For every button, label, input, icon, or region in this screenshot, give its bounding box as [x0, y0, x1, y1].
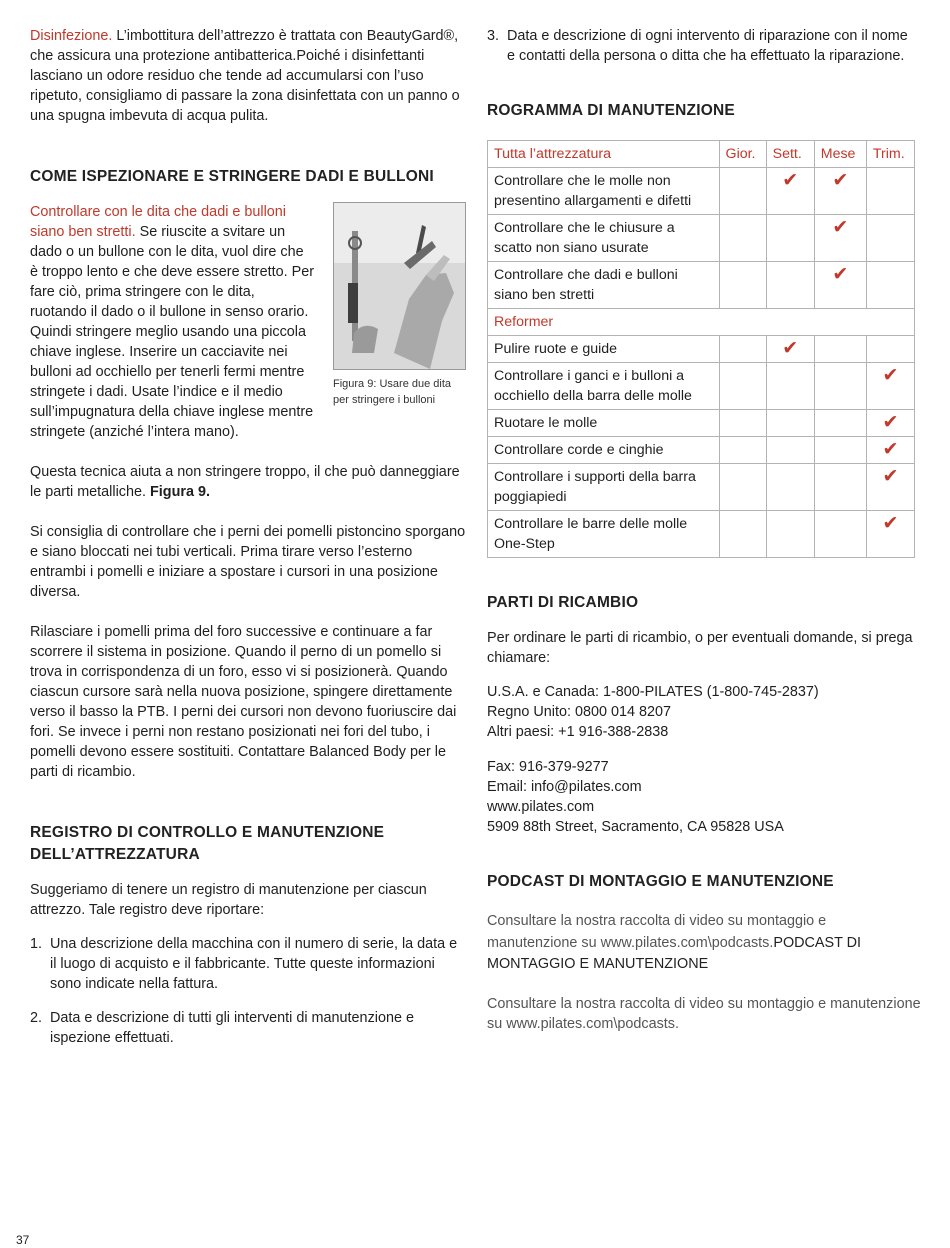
table-row — [488, 363, 915, 410]
table-row — [488, 168, 915, 215]
bolts-section — [30, 202, 466, 442]
table-section-row — [488, 309, 915, 336]
pins-paragraph: Si consiglia di controllare che i perni dei pomelli pistoncino sporgano e siano bloccati nei tubi verticali. Prima tirare verso l’esterno entrambi i pomelli e iniziare a spostare i cursori in una posizione diversa. — [30, 524, 466, 600]
bolts-text: Se riuscite a svitare un dado o un bullone con le dita, vuol dire che è troppo lento e che deve essere stretto. Per fare ciò, prima stringere con le dita, ruotando il dado o il bullone in senso orario. Quindi stringere meglio usando una piccola chiave inglese. Inserire un cacciavite nei bulloni ad occhiello per tenerli fermi mentre stringete i dadi. Usate l’indice e il medio sull’impugnatura della chiave inglese mentre stringete (anziché l’intera mano). — [30, 224, 314, 440]
page-number: 37 — [16, 1233, 30, 1247]
table-row — [488, 215, 915, 262]
fax-line: Fax: 916-379-9277 — [487, 759, 609, 775]
podcast-paragraph-2: Consultare la nostra raccolta di video su montaggio e manutenzione su www.pilates.com\podcasts. — [487, 995, 921, 1032]
table-header-row — [488, 141, 915, 168]
parts-intro: Per ordinare le parti di ricambio, o per eventuali domande, si prega chiamare: — [487, 630, 913, 666]
section-label-reformer: Reformer — [488, 309, 915, 336]
check-cell: ✔ — [814, 168, 866, 215]
task-label: Controllare corde e cinghie — [488, 437, 720, 464]
contact-list — [487, 757, 917, 837]
registry-item-number: 2. — [30, 1010, 43, 1026]
disinfection-text: L’imbottitura dell’attrezzo è trattata con BeautyGard®, che assicura una protezione antibatterica.Poiché i disinfettanti lasciano un odore residuo che tende ad accumularsi con l’uso ripetuto, consigliamo di passare la zona disinfettata con un panno o una spugna imbevuta di acqua pulita. — [30, 28, 460, 124]
column-header: Tutta l’attrezzatura — [488, 141, 720, 168]
phone-line: Regno Unito: 0800 014 8207 — [487, 704, 672, 720]
check-cell: ✔ — [866, 464, 914, 511]
check-cell — [719, 363, 766, 410]
check-cell — [766, 262, 814, 309]
check-cell — [719, 410, 766, 437]
check-cell: ✔ — [866, 363, 914, 410]
figure-9-ref: Figura 9. — [149, 484, 210, 500]
figure-9-image — [333, 202, 466, 370]
task-label: Controllare che le chiusure a scatto non siano usurate — [488, 215, 720, 262]
check-cell — [814, 464, 866, 511]
check-cell — [719, 336, 766, 363]
technique-text: Questa tecnica aiuta a non stringere troppo, il che può danneggiare le parti metalliche. — [30, 464, 460, 500]
disinfection-paragraph — [30, 26, 466, 126]
wrench-fingers-illustration — [334, 203, 465, 369]
check-cell — [719, 215, 766, 262]
registry-item-text: Data e descrizione di ogni intervento di riparazione con il nome e contatti della persona o ditta che ha effettuato la riparazione. — [507, 28, 908, 64]
column-header: Sett. — [766, 141, 814, 168]
column-header: Trim. — [866, 141, 914, 168]
table-row — [488, 511, 915, 558]
check-cell — [719, 168, 766, 215]
check-cell — [766, 215, 814, 262]
right-column — [487, 26, 921, 1034]
phone-line: U.S.A. e Canada: 1-800-PILATES (1-800-745-2837) — [487, 684, 819, 700]
podcast-paragraph-1 — [487, 911, 917, 976]
figure-9 — [333, 202, 466, 408]
table-row — [488, 262, 915, 309]
phone-list — [487, 682, 917, 742]
check-cell — [866, 336, 914, 363]
check-cell — [766, 363, 814, 410]
phone-line: Altri paesi: +1 916-388-2838 — [487, 724, 669, 740]
check-cell — [814, 511, 866, 558]
check-cell — [766, 511, 814, 558]
check-cell: ✔ — [814, 215, 866, 262]
podcast-text-1: Consultare la nostra raccolta di video su montaggio e manutenzione su www.pilates.com\podcasts. — [487, 913, 827, 951]
check-cell — [719, 511, 766, 558]
check-cell — [866, 262, 914, 309]
left-column — [30, 26, 466, 1048]
check-cell — [719, 262, 766, 309]
check-cell: ✔ — [766, 168, 814, 215]
registry-intro: Suggeriamo di tenere un registro di manutenzione per ciascun attrezzo. Tale registro deve riportare: — [30, 882, 427, 918]
parts-heading: PARTI DI RICAMBIO — [487, 594, 639, 611]
column-header: Gior. — [719, 141, 766, 168]
check-cell — [766, 437, 814, 464]
website-line: www.pilates.com — [487, 799, 595, 815]
task-label: Controllare le barre delle molle One-Step — [488, 511, 720, 558]
task-label: Pulire ruote e guide — [488, 336, 720, 363]
registry-item-1 — [30, 934, 466, 994]
program-heading: ROGRAMMA DI MANUTENZIONE — [487, 102, 735, 119]
task-label: Controllare i supporti della barra poggiapiedi — [488, 464, 720, 511]
task-label: Controllare che dadi e bulloni siano ben stretti — [488, 262, 720, 309]
check-cell — [814, 336, 866, 363]
check-cell — [866, 215, 914, 262]
registry-item-2 — [30, 1008, 466, 1048]
table-row — [488, 410, 915, 437]
task-label: Controllare che le molle non presentino allargamenti e difetti — [488, 168, 720, 215]
table-row — [488, 437, 915, 464]
check-cell: ✔ — [766, 336, 814, 363]
bolts-lead: Controllare con le dita che dadi e bulloni siano ben stretti. — [30, 204, 286, 240]
check-cell — [719, 437, 766, 464]
check-cell: ✔ — [866, 437, 914, 464]
check-cell — [766, 464, 814, 511]
registry-heading-line2: DELL’ATTREZZATURA — [30, 846, 200, 863]
registry-item-3 — [487, 26, 917, 66]
figure-9-caption: Figura 9: Usare due dita per stringere i bulloni — [333, 378, 452, 406]
check-cell — [719, 464, 766, 511]
check-cell: ✔ — [814, 262, 866, 309]
column-header: Mese — [814, 141, 866, 168]
podcast-heading: PODCAST DI MONTAGGIO E MANUTENZIONE — [487, 873, 834, 890]
check-cell — [814, 363, 866, 410]
check-cell — [814, 437, 866, 464]
check-cell: ✔ — [866, 410, 914, 437]
email-line: Email: info@pilates.com — [487, 779, 642, 795]
task-label: Controllare i ganci e i bulloni a occhiello della barra delle molle — [488, 363, 720, 410]
table-row — [488, 336, 915, 363]
release-paragraph: Rilasciare i pomelli prima del foro successive e continuare a far scorrere il sistema in posizione. Quando il perno di un pomello si trova in corrispondenza di un foro, esso vi si posizionerà. Quando ciascun cursore sarà nella nuova posizione, spingere direttamente verso il basso la PTB. I perni dei cursori non devono fuoriuscire dai fori. Se invece i perni non restano posizionati nei fori del tubo, i pomelli devono essere sostituiti. Contattare Balanced Body per le parti di ricambio. — [30, 624, 457, 780]
registry-item-number: 1. — [30, 936, 43, 952]
registry-item-number: 3. — [487, 28, 500, 44]
technique-paragraph — [30, 462, 466, 502]
check-cell — [866, 168, 914, 215]
table-row — [488, 464, 915, 511]
maintenance-table — [487, 140, 915, 558]
task-label: Ruotare le molle — [488, 410, 720, 437]
registry-heading-line1: REGISTRO DI CONTROLLO E MANUTENZIONE — [30, 824, 385, 841]
disinfection-label: Disinfezione. — [30, 28, 113, 44]
check-cell: ✔ — [866, 511, 914, 558]
registry-item-text: Una descrizione della macchina con il numero di serie, la data e il luogo di acquisto e il fabbricante. Tutte queste informazioni sono indicate nella fattura. — [50, 936, 458, 992]
check-cell — [814, 410, 866, 437]
address-line: 5909 88th Street, Sacramento, CA 95828 USA — [487, 819, 784, 835]
check-cell — [766, 410, 814, 437]
registry-item-text: Data e descrizione di tutti gli interventi di manutenzione e ispezione effettuati. — [50, 1010, 414, 1046]
podcast-heading-inline: PODCAST DI MONTAGGIO E MANUTENZIONE — [487, 934, 862, 972]
bolts-heading: COME ISPEZIONARE E STRINGERE DADI E BULLONI — [30, 168, 434, 185]
registry-heading — [30, 822, 466, 866]
